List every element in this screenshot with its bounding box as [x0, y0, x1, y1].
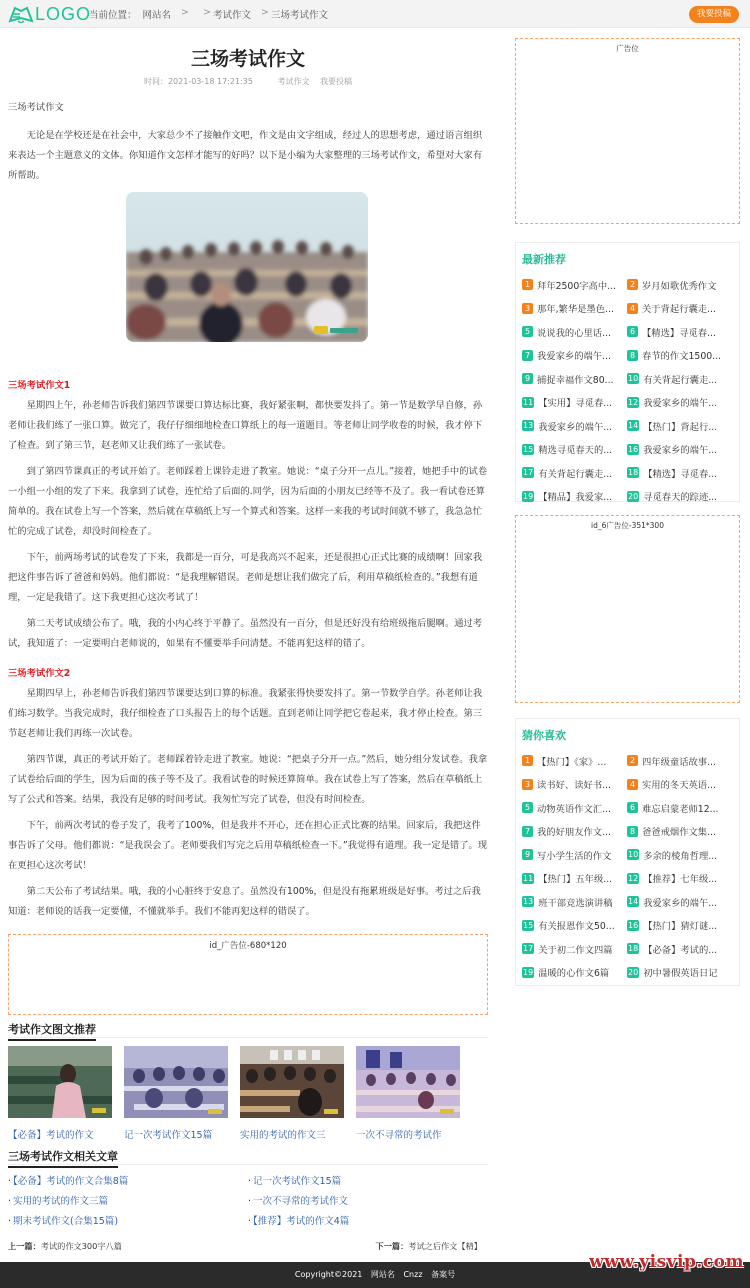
breadcrumb [89, 7, 328, 21]
footer-cnzz-link[interactable]: Cnzz [403, 1270, 423, 1279]
rank-number-badge: 3 [522, 779, 533, 790]
article-meta [8, 76, 488, 87]
rank-list-item[interactable] [627, 820, 732, 844]
picture-card[interactable] [8, 1046, 112, 1141]
breadcrumb-current[interactable]: 三场考试作文 [270, 10, 328, 21]
rank-item-title: 有关背起行囊走... [538, 468, 613, 480]
rank-number-badge: 17 [523, 468, 534, 478]
latest-recommend-title: 最新推荐 [522, 253, 566, 266]
breadcrumb-separator: > [203, 7, 211, 18]
rank-item-title: 【热门】五年级... [538, 874, 613, 886]
rank-number-badge: 15 [523, 920, 534, 930]
rank-item-title: 说说我的心里话... [537, 327, 611, 339]
logo-book-icon [8, 5, 34, 23]
rank-number-badge: 4 [627, 779, 638, 790]
picture-recommend-list [8, 1046, 488, 1141]
related-link[interactable]: · 【必备】考试的作文合集8篇 [8, 1173, 248, 1190]
rank-list-item[interactable] [522, 890, 627, 914]
guess-you-like-title: 猜你喜欢 [522, 729, 566, 742]
prev-title[interactable]: 考试的作文300字八篇 [40, 1241, 122, 1251]
rank-item-title: 有关背起行囊走... [643, 374, 718, 386]
logo[interactable] [8, 4, 91, 24]
breadcrumb-category[interactable]: 考试作文 [212, 10, 251, 21]
rank-item-title: 那年,繁华是墨色... [537, 304, 614, 316]
rank-list-item[interactable] [627, 914, 732, 938]
rank-item-title: 【必备】考试的... [643, 944, 718, 956]
rank-list-item[interactable] [522, 344, 627, 368]
rank-list-item[interactable] [627, 438, 732, 462]
thumbnail-exam-room-4 [356, 1046, 460, 1118]
ad-side-mid[interactable]: id_6广告位-351*300 [515, 515, 740, 703]
rank-list-item[interactable] [522, 937, 627, 961]
rank-item-title: 多余的棱角哲理... [643, 850, 718, 862]
rank-item-title: 关于初二作文四篇 [538, 944, 613, 956]
rank-number-badge: 11 [523, 397, 534, 407]
rank-number-badge: 12 [628, 873, 639, 883]
related-link[interactable]: · 实用的考试的作文三篇 [8, 1193, 248, 1210]
rank-list-item[interactable] [627, 297, 732, 321]
rank-number-badge: 5 [522, 802, 533, 813]
article-subtitle: 三场考试作文 [8, 102, 64, 113]
rank-list-item[interactable] [627, 937, 732, 961]
related-link[interactable]: · 一次不寻常的考试作文 [248, 1193, 488, 1210]
picture-card[interactable] [240, 1046, 344, 1141]
rank-list-item[interactable] [522, 843, 627, 867]
rank-item-title: 我爱家乡的端午... [643, 445, 718, 457]
section-heading: 三场考试作文2 [8, 668, 71, 679]
paragraph: 下午，前两次考试的卷子发了，我考了100%，但是我并不开心，还在担心正式比赛的结果。回家后，我把这件事告诉了父母。他们都说：“是我误会了。老师要我们写完之后用草稿纸检查一下。”我觉得有道理。我一定是错了。现在更担心这次考试！ [8, 820, 488, 871]
rank-item-title: 寻觅春天的踪迹... [643, 492, 718, 504]
next-article[interactable] [376, 1241, 482, 1252]
rank-number-badge: 13 [523, 421, 534, 431]
rank-item-title: 温暖的心作文6篇 [538, 968, 610, 980]
paragraph: 第二天考试成绩公布了。哦，我的小内心终于平静了。虽然没有一百分，但是还好没有给班级拖后腿啊。通过考试，我知道了：一定要明白老师说的，如果有不懂要举手问清楚。不能再犯这样的错了。 [8, 618, 483, 649]
rank-item-title: 写小学生活的作文 [537, 850, 612, 862]
rank-number-badge: 10 [628, 850, 639, 860]
rank-list-item[interactable] [627, 749, 732, 773]
rank-list-item[interactable] [627, 344, 732, 368]
rank-item-title: 我爱家乡的端午... [538, 421, 613, 433]
rank-item-title: 四年级童话故事... [642, 756, 716, 768]
rank-item-title: 【精品】我爱家... [538, 492, 613, 504]
publish-time: 时间：2021-03-18 17:21:35 [143, 77, 253, 86]
paragraph: 第四节课，真正的考试开始了。老师踩着铃走进了教室。她说：“把桌子分开一点。”然后，她分组分发试卷。我拿了试卷给后面的学生，因为后面的孩子等不及了。我看试卷的时候还算简单。我在试卷上写了答案，然后在草稿纸上写了公式和答案。结果，我没有足够的时间考试。我匆忙写完了试卷，但没有时间检查。 [8, 754, 488, 805]
rank-item-title: 精选寻觅春天的... [538, 445, 613, 457]
rank-list-item[interactable] [627, 414, 732, 438]
rank-item-title: 【推荐】七年级... [643, 874, 718, 886]
rank-item-title: 难忘启蒙老师12... [642, 803, 719, 815]
rank-number-badge: 9 [522, 849, 533, 860]
rank-list-item[interactable] [627, 890, 732, 914]
picture-card[interactable] [356, 1046, 460, 1141]
rank-list-item[interactable] [522, 367, 627, 391]
rank-number-badge: 2 [627, 755, 638, 766]
rank-number-badge: 19 [523, 967, 534, 977]
rank-item-title: 关于背起行囊走... [642, 304, 716, 316]
rank-item-title: 有关报恩作文50... [538, 921, 615, 933]
rank-item-title: 拜年2500字高中... [537, 280, 617, 292]
next-title[interactable]: 考试之后作文【精】 [408, 1241, 482, 1251]
rank-item-title: 【热门】背起行... [643, 421, 718, 433]
logo-text: LOGO [35, 4, 92, 24]
rank-number-badge: 16 [628, 444, 639, 454]
ad-banner-wide[interactable]: id_广告位-680*120 [8, 934, 488, 1015]
rank-list-item[interactable] [522, 391, 627, 415]
rank-list-item[interactable] [627, 867, 732, 891]
rank-number-badge: 18 [628, 944, 639, 954]
rank-item-title: 我爱家乡的端午... [537, 351, 611, 363]
rank-item-title: 【精选】寻觅春... [643, 468, 718, 480]
rank-list-item[interactable] [627, 843, 732, 867]
rank-list-item[interactable] [627, 773, 732, 797]
rank-list-item[interactable] [627, 796, 732, 820]
rank-list-item[interactable] [522, 773, 627, 797]
picture-caption: 一次不寻常的考试作 [356, 1130, 442, 1141]
thumbnail-exam-room-3 [240, 1046, 344, 1118]
breadcrumb-label: 当前位置： [89, 10, 137, 21]
rank-list-item[interactable] [627, 320, 732, 344]
rank-list-item[interactable] [522, 820, 627, 844]
footer-copyright: Copyright©2021 [294, 1270, 363, 1279]
related-link[interactable]: · 记一次考试作文15篇 [248, 1173, 488, 1190]
paragraph: 星期四早上，孙老师告诉我们第四节课要达到口算的标准。我紧张得快要发抖了。第一节数学自学。孙老师让我们练习数学。当我完成时，我仔细检查了口头报告上的每个话题。直到老师让同学把它卷起来，我才停止检查。第三节赵老师让我们再练一次试卷。 [8, 688, 483, 739]
rank-number-badge: 19 [523, 491, 534, 501]
rank-item-title: 岁月如歌优秀作文 [642, 280, 717, 292]
exam-hall-photo [126, 192, 368, 342]
rank-list-item[interactable] [522, 749, 627, 773]
rank-list-item[interactable] [522, 461, 627, 485]
related-articles-list [8, 1173, 488, 1230]
rank-list-item[interactable] [627, 391, 732, 415]
rank-item-title: 捕捉幸福作文80... [537, 374, 614, 386]
rank-list-item[interactable] [522, 273, 627, 297]
rank-number-badge: 8 [627, 350, 638, 361]
footer-site-link[interactable]: 网站名 [370, 1270, 395, 1279]
rank-number-badge: 15 [523, 444, 534, 454]
rank-number-badge: 16 [628, 920, 639, 930]
rank-number-badge: 11 [523, 873, 534, 883]
prev-label: 上一篇： [8, 1241, 41, 1251]
related-link[interactable]: · 期末考试作文(合集15篇) [8, 1213, 248, 1230]
rank-number-badge: 20 [628, 491, 639, 501]
rank-number-badge: 4 [627, 303, 638, 314]
rank-list-item[interactable] [627, 273, 732, 297]
submit-article-button[interactable]: 我要投稿 [689, 6, 739, 23]
rank-list-item[interactable] [522, 867, 627, 891]
rank-list-item[interactable] [522, 297, 627, 321]
section-heading: 三场考试作文1 [8, 380, 71, 391]
breadcrumb-home[interactable]: 网站名 [142, 10, 172, 21]
rank-item-title: 实用的冬天英语... [642, 780, 716, 792]
related-articles-header [8, 1145, 488, 1165]
prev-article[interactable] [8, 1241, 122, 1252]
rank-item-title: 【热门】猜灯谜... [643, 921, 718, 933]
latest-recommend-panel [515, 242, 740, 502]
rank-item-title: 【精选】寻觅春... [642, 327, 716, 339]
rank-number-badge: 13 [523, 897, 534, 907]
submit-link[interactable]: 我要投稿 [320, 77, 353, 86]
rank-item-title: 我爱家乡的端午... [643, 897, 718, 909]
ad-side-top[interactable]: 广告位 [515, 38, 740, 224]
related-articles-title: 三场考试作文相关文章 [8, 1148, 118, 1168]
rank-item-title: 初中暑假英语日记 [643, 968, 718, 980]
breadcrumb-separator: > [260, 7, 269, 18]
rank-item-title: 动物英语作文汇... [537, 803, 611, 815]
thumbnail-exam-room-2 [124, 1046, 228, 1118]
rank-number-badge: 6 [627, 802, 638, 813]
picture-caption: 记一次考试作文15篇 [124, 1130, 213, 1141]
picture-recommend-title: 考试作文图文推荐 [8, 1021, 96, 1041]
rank-item-title: 我爱家乡的端午... [643, 398, 718, 410]
category-link[interactable]: 考试作文 [277, 77, 310, 86]
rank-item-title: 爸爸戒烟作文集... [642, 827, 716, 839]
rank-list-item[interactable] [522, 914, 627, 938]
paragraph: 第二天公布了考试结果。哦，我的小心脏终于安息了。虽然没有100%，但是没有拖累班级是好事。考过之后我知道：老师说的话我一定要懂，不懂就举手。我们不能再犯这样的错误了。 [8, 886, 481, 917]
rank-list-item[interactable] [522, 961, 627, 985]
rank-number-badge: 10 [628, 374, 639, 384]
rank-item-title: 我的好朋友作文... [537, 827, 611, 839]
page-title: 三场考试作文 [190, 48, 305, 70]
rank-number-badge: 1 [522, 279, 533, 290]
paragraph: 星期四上午，孙老师告诉我们第四节课要口算达标比赛，我好紧张啊，都快要发抖了。第一节是数学早自修，孙老师让我们练了一张口算。做完了，我仔仔细细地检查口算纸上的每一道题目。等老师让同学收卷的时候，我才停下了检查。到了第三节，赵老师又让我们练了一张试卷。 [8, 400, 483, 451]
rank-number-badge: 7 [522, 350, 533, 361]
picture-caption: 实用的考试的作文三 [240, 1130, 326, 1141]
rank-list-item[interactable] [522, 485, 627, 509]
rank-item-title: 读书好、读好书... [537, 780, 611, 792]
rank-number-badge: 20 [628, 967, 639, 977]
rank-number-badge: 5 [522, 326, 533, 337]
watermark-text: www.yisvip.com [589, 1252, 744, 1272]
guess-you-like-list [522, 749, 733, 984]
rank-number-badge: 17 [523, 944, 534, 954]
paragraph: 到了第四节课真正的考试开始了。老师踩着上课铃走进了教室。她说：“桌子分开一点儿。”接着，她把手中的试卷一小组一小组的发了下来。我拿到了试卷，连忙给了后面的.同学，因为后面的小朋友已经等不及了。我一看试卷还算简单的。我在试卷上写一个答案，然后就在草稿纸上写一个算式和答案。这样一来我的考试时间就不够了，我急急忙忙的完成了试卷，却没时间检查了。 [8, 466, 488, 537]
rank-list-item[interactable] [627, 485, 732, 509]
picture-recommend-header [8, 1018, 488, 1038]
rank-number-badge: 14 [628, 421, 639, 431]
guess-you-like-panel [515, 718, 740, 986]
rank-item-title: 【实用】寻觅春... [538, 398, 613, 410]
rank-list-item[interactable] [522, 796, 627, 820]
rank-item-title: 班干部竞选演讲稿 [538, 897, 613, 909]
rank-list-item[interactable] [522, 320, 627, 344]
rank-number-badge: 1 [522, 755, 533, 766]
rank-item-title: 【热门】《家》... [537, 756, 607, 768]
picture-caption: 【必备】考试的作文 [8, 1130, 94, 1141]
rank-number-badge: 9 [522, 373, 533, 384]
rank-number-badge: 14 [628, 897, 639, 907]
rank-number-badge: 8 [627, 826, 638, 837]
rank-list-item[interactable] [522, 438, 627, 462]
rank-list-item[interactable] [522, 414, 627, 438]
rank-number-badge: 12 [628, 397, 639, 407]
article-image-exam-hall [126, 192, 368, 342]
rank-number-badge: 6 [627, 326, 638, 337]
latest-recommend-list [522, 273, 733, 508]
related-link[interactable]: · 【推荐】考试的作文4篇 [248, 1213, 488, 1230]
rank-number-badge: 3 [522, 303, 533, 314]
footer-icp-link[interactable]: 备案号 [431, 1270, 456, 1279]
rank-list-item[interactable] [627, 461, 732, 485]
top-bar [0, 0, 750, 28]
rank-number-badge: 2 [627, 279, 638, 290]
rank-number-badge: 7 [522, 826, 533, 837]
breadcrumb-separator: > [181, 7, 189, 18]
thumbnail-exam-room-1 [8, 1046, 112, 1118]
rank-list-item[interactable] [627, 367, 732, 391]
intro-paragraph: 无论是在学校还是在社会中，大家总少不了接触作文吧，作文是由文字组成，经过人的思想考虑，通过语言组织来表达一个主题意义的文体。你知道作文怎样才能写的好吗？以下是小编为大家整理的三场考试作文，希望对大家有所帮助。 [8, 130, 483, 181]
paragraph: 下午，前两场考试的试卷发了下来，我都是一百分，可是我高兴不起来，还是很担心正式比赛的成绩啊！回家我把这件事告诉了爸爸和妈妈。他们都说：“是我理解错误。老师是想让我们做完了后，利用草稿纸检查的。”我想有道理，一定是我错了。这下我更担心这次考试了！ [8, 552, 483, 603]
rank-list-item[interactable] [627, 961, 732, 985]
next-label: 下一篇： [375, 1241, 409, 1251]
rank-item-title: 春节的作文1500... [642, 351, 722, 363]
picture-card[interactable] [124, 1046, 228, 1141]
rank-number-badge: 18 [628, 468, 639, 478]
